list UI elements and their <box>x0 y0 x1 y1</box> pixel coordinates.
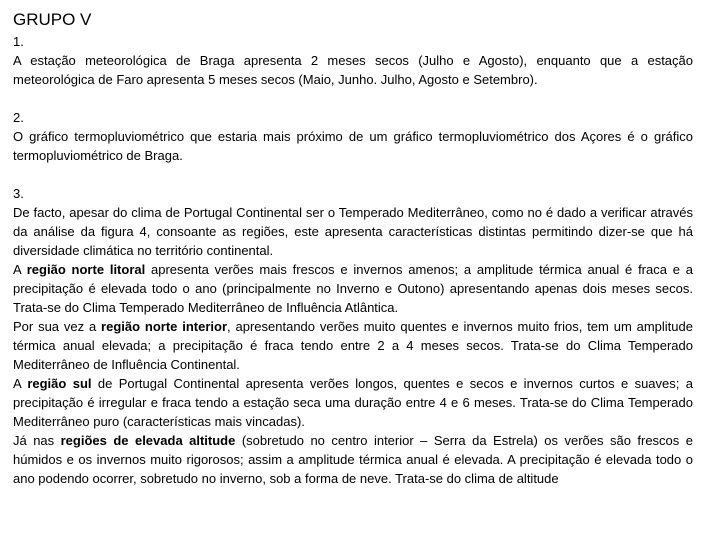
text-segment: A <box>13 376 28 391</box>
region-south-label: região sul <box>27 376 92 391</box>
text-segment: , apresentando verões muito quentes e invernos muito frios, tem um amplitude térmica anual elevada; a precipitação é fraca tendo entre 2 a 4 meses secos. Trata-se do Clima Temperado Mediterrâneo de Influência Continental. <box>13 319 693 372</box>
group-title: GRUPO V <box>13 10 92 29</box>
region-north-coast-label: região norte litoral <box>26 262 146 277</box>
text-segment: (sobretudo no centro interior – Serra da Estrela) os verões são frescos e húmidos e os invernos muito rigorosos; assim a amplitude térmica anual é elevada. A precipitação é elevada todo o ano podendo ocorrer, sobretudo no inverno, sob a forma de neve. Trata-se do clima de altitude <box>13 433 693 486</box>
answer-1-text: A estação meteorológica de Braga apresenta 2 meses secos (Julho e Agosto), enquanto que a estação meteorológica de Faro apresenta 5 meses secos (Maio, Junho. Julho, Agosto e Setembro). <box>13 53 693 87</box>
answer-3-paragraph-north-coast <box>13 260 693 317</box>
spacer <box>13 165 693 184</box>
region-north-interior-label: região norte interior <box>101 319 228 334</box>
text-segment: A <box>13 262 27 277</box>
answer-3-paragraph-high-altitude <box>13 431 693 488</box>
text-segment: Por sua vez a <box>13 319 102 334</box>
text-segment: Já nas <box>13 433 61 448</box>
answer-3-number: 3. <box>13 186 24 201</box>
answer-3-intro: De facto, apesar do clima de Portugal Continental ser o Temperado Mediterrâneo, como no é dado a verificar através da análise da figura 4, consoante as regiões, este apresenta características distintas permitindo dizer-se que há diversidade climática no território continental. <box>13 205 693 258</box>
text-segment: de Portugal Continental apresenta verões longos, quentes e secos e invernos curtos e suaves; a precipitação é irregular e fraca tendo a estação seca uma duração entre 4 e 6 meses. Trata-se do Clima Temperado Mediterrâneo puro (características mais vincadas). <box>13 376 693 429</box>
answer-1-number: 1. <box>13 34 24 49</box>
region-high-altitude-label: regiões de elevada altitude <box>60 433 236 448</box>
document-page <box>13 8 693 488</box>
answer-2-number: 2. <box>13 110 24 125</box>
answer-2-text: O gráfico termopluviométrico que estaria mais próximo de um gráfico termopluviométrico dos Açores é o gráfico termopluviométrico de Braga. <box>13 129 693 163</box>
spacer <box>13 89 693 108</box>
answer-3-paragraph-north-interior <box>13 317 693 374</box>
text-segment: apresenta verões mais frescos e invernos amenos; a amplitude térmica anual é fraca e a precipitação é elevada todo o ano (principalmente no Inverno e Outono) apresentando apenas dois meses secos. Trata-se do Clima Temperado Mediterrâneo de Influência Atlântica. <box>13 262 693 315</box>
answer-3-paragraph-south <box>13 374 693 431</box>
